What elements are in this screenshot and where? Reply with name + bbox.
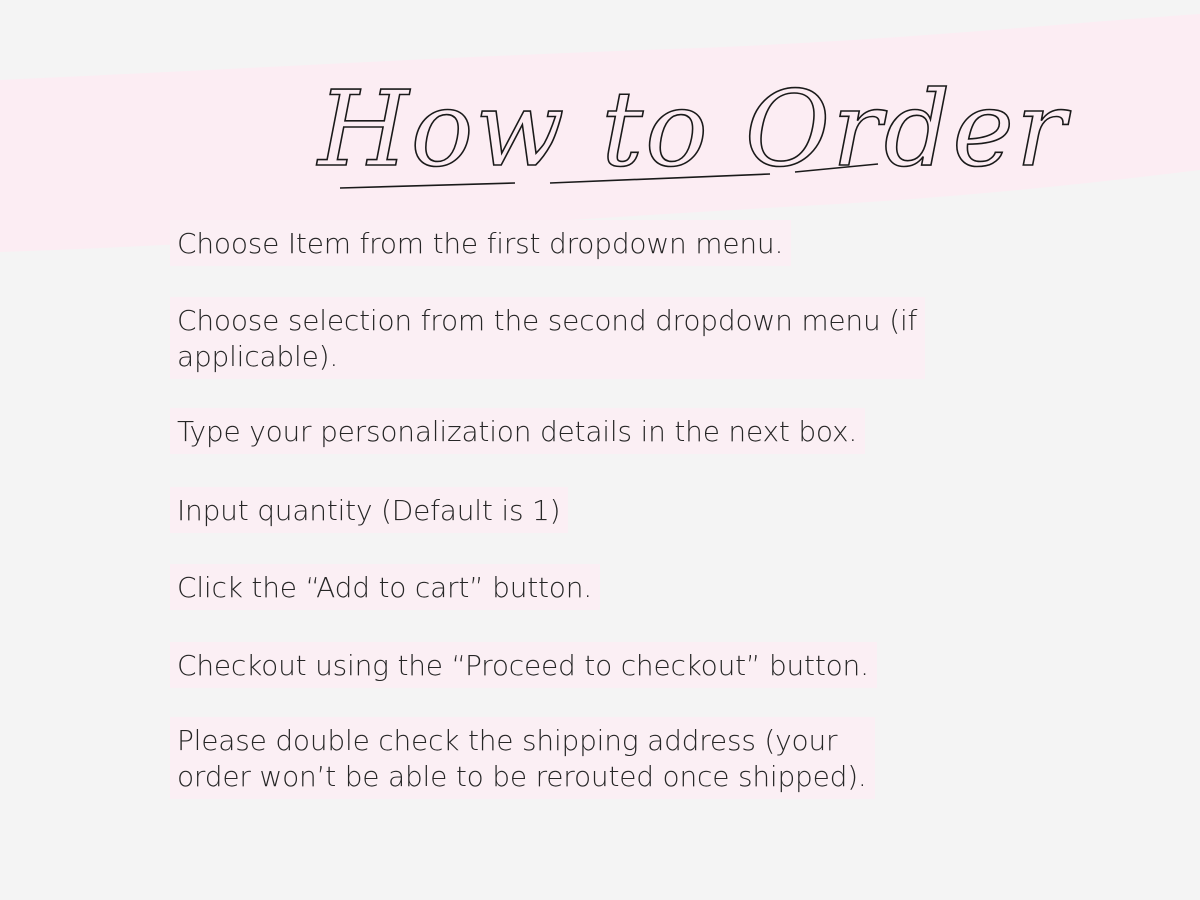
step-1-text: Choose Item from the first dropdown menu. bbox=[177, 227, 784, 260]
step-2-text-line-1: Choose selection from the second dropdown menu (if bbox=[177, 304, 918, 337]
step-3-text: Type your personalization details in the next box. bbox=[177, 415, 858, 448]
step-item-6 bbox=[170, 642, 877, 688]
step-item-4 bbox=[170, 487, 568, 533]
step-6-text: Checkout using the “Proceed to checkout” button. bbox=[177, 649, 869, 682]
step-item-2 bbox=[170, 297, 925, 379]
step-7-text-line-1: Please double check the shipping address (your bbox=[177, 724, 838, 757]
step-item-3 bbox=[170, 408, 865, 454]
title-script-svg bbox=[300, 50, 1068, 225]
step-2-text-line-2: applicable). bbox=[177, 340, 339, 373]
step-5-text: Click the “Add to cart” button. bbox=[177, 571, 592, 604]
page-title bbox=[300, 50, 1068, 225]
step-item-7 bbox=[170, 717, 875, 799]
step-7-text-line-2: order won’t be able to be rerouted once shipped). bbox=[177, 760, 867, 793]
step-item-1 bbox=[170, 220, 791, 266]
step-item-5 bbox=[170, 564, 600, 610]
step-4-text: Input quantity (Default is 1) bbox=[177, 494, 561, 527]
page-title-text: How to Order bbox=[318, 68, 1068, 190]
